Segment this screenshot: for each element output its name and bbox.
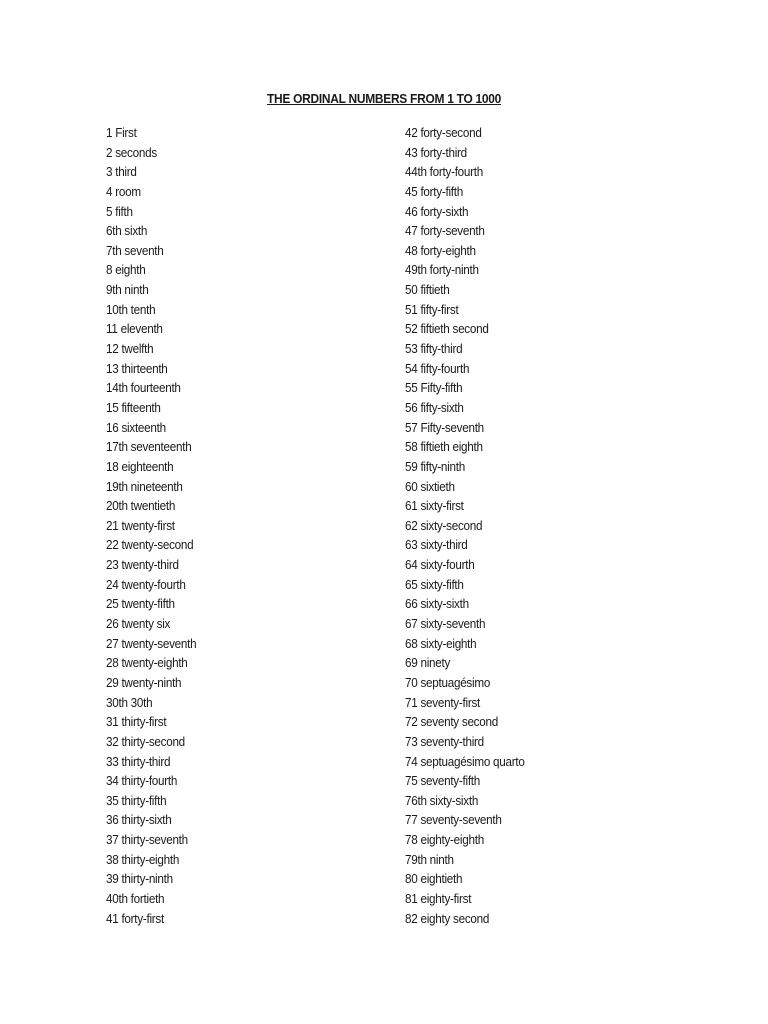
list-item: 65 sixty-fifth: [405, 576, 464, 592]
list-item: 73 seventy-third: [405, 733, 484, 749]
list-item: 42 forty-second: [405, 125, 482, 140]
list-item: 54 fifty-fourth: [405, 360, 470, 376]
list-item: 33 thirty-third: [106, 753, 171, 769]
list-item: 60 sixtieth: [405, 478, 455, 494]
list-item: 19th nineteenth: [106, 478, 183, 494]
list-item: 43 forty-third: [405, 144, 467, 160]
list-item: 10th tenth: [106, 301, 156, 317]
list-item: 13 thirteenth: [106, 360, 168, 376]
list-item: 40th fortieth: [106, 890, 165, 906]
list-item: 37 thirty-seventh: [106, 832, 188, 848]
list-item: 57 Fifty-seventh: [405, 419, 484, 435]
list-item: 8 eighth: [106, 262, 146, 278]
list-item: 78 eighty-eighth: [405, 832, 484, 848]
list-item: 26 twenty six: [106, 616, 171, 632]
list-item: 30th 30th: [106, 694, 153, 710]
list-item: 61 sixty-first: [405, 498, 464, 514]
list-item: 49th forty-ninth: [405, 262, 479, 278]
list-item: 31 thirty-first: [106, 714, 167, 730]
list-item: 64 sixty-fourth: [405, 557, 475, 573]
list-item: 24 twenty-fourth: [106, 576, 186, 592]
list-item: 75 seventy-fifth: [405, 773, 481, 789]
list-item: 7th seventh: [106, 242, 164, 258]
list-item: 69 ninety: [405, 655, 451, 671]
list-item: 20th twentieth: [106, 498, 176, 514]
list-item: 34 thirty-fourth: [106, 773, 178, 789]
list-item: 55 Fifty-fifth: [405, 380, 463, 396]
list-item: 38 thirty-eighth: [106, 851, 180, 867]
list-item: 35 thirty-fifth: [106, 792, 167, 808]
ordinal-list-left-column: [106, 123, 206, 928]
list-item: 36 thirty-sixth: [106, 812, 172, 828]
list-item: 70 septuagésimo: [405, 674, 491, 690]
list-item: 39 thirty-ninth: [106, 871, 173, 887]
list-item: 6th sixth: [106, 223, 148, 239]
list-item: 25 twenty-fifth: [106, 596, 175, 612]
list-item: 28 twenty-eighth: [106, 655, 188, 671]
list-item: 44th forty-fourth: [405, 164, 484, 180]
list-item: 59 fifty-ninth: [405, 458, 465, 474]
list-item: 81 eighty-first: [405, 890, 472, 906]
list-item: 16 sixteenth: [106, 419, 166, 435]
list-item: 15 fifteenth: [106, 399, 161, 415]
list-item: 62 sixty-second: [405, 517, 483, 533]
list-item: 9th ninth: [106, 282, 149, 298]
list-item: 23 twenty-third: [106, 557, 179, 573]
list-item: 32 thirty-second: [106, 733, 185, 749]
list-item: 11 eleventh: [106, 321, 163, 337]
list-item: 5 fifth: [106, 203, 133, 219]
list-item: 48 forty-eighth: [405, 242, 476, 258]
list-item: 1 First: [106, 125, 137, 140]
list-item: 66 sixty-sixth: [405, 596, 469, 612]
list-item: 29 twenty-ninth: [106, 674, 182, 690]
list-item: 80 eightieth: [405, 871, 463, 887]
list-item: 27 twenty-seventh: [106, 635, 197, 651]
list-item: 67 sixty-seventh: [405, 616, 486, 632]
list-item: 82 eighty second: [405, 910, 490, 926]
list-item: 21 twenty-first: [106, 517, 175, 533]
list-item: 4 room: [106, 183, 141, 199]
list-item: 51 fifty-first: [405, 301, 459, 317]
list-item: 17th seventeenth: [106, 439, 192, 455]
list-item: 45 forty-fifth: [405, 183, 463, 199]
list-item: 76th sixty-sixth: [405, 792, 479, 808]
list-item: 68 sixty-eighth: [405, 635, 477, 651]
list-item: 63 sixty-third: [405, 537, 468, 553]
list-item: 12 twelfth: [106, 341, 154, 357]
list-item: 3 third: [106, 164, 137, 180]
list-item: 41 forty-first: [106, 910, 164, 926]
list-item: 50 fiftieth: [405, 282, 450, 298]
list-item: 14th fourteenth: [106, 380, 181, 396]
list-item: 52 fiftieth second: [405, 321, 489, 337]
list-item: 22 twenty-second: [106, 537, 194, 553]
list-item: 53 fifty-third: [405, 341, 463, 357]
list-item: 72 seventy second: [405, 714, 498, 730]
list-item: 47 forty-seventh: [405, 223, 485, 239]
list-item: 71 seventy-first: [405, 694, 481, 710]
list-item: 56 fifty-sixth: [405, 399, 464, 415]
page-title: THE ORDINAL NUMBERS FROM 1 TO 1000: [266, 91, 502, 106]
ordinal-list-right-column: [405, 123, 538, 928]
list-item: 77 seventy-seventh: [405, 812, 502, 828]
list-item: 18 eighteenth: [106, 458, 174, 474]
list-item: 2 seconds: [106, 144, 157, 160]
list-item: 79th ninth: [405, 851, 454, 867]
list-item: 58 fiftieth eighth: [405, 439, 483, 455]
list-item: 46 forty-sixth: [405, 203, 469, 219]
list-item: 74 septuagésimo quarto: [405, 753, 525, 769]
